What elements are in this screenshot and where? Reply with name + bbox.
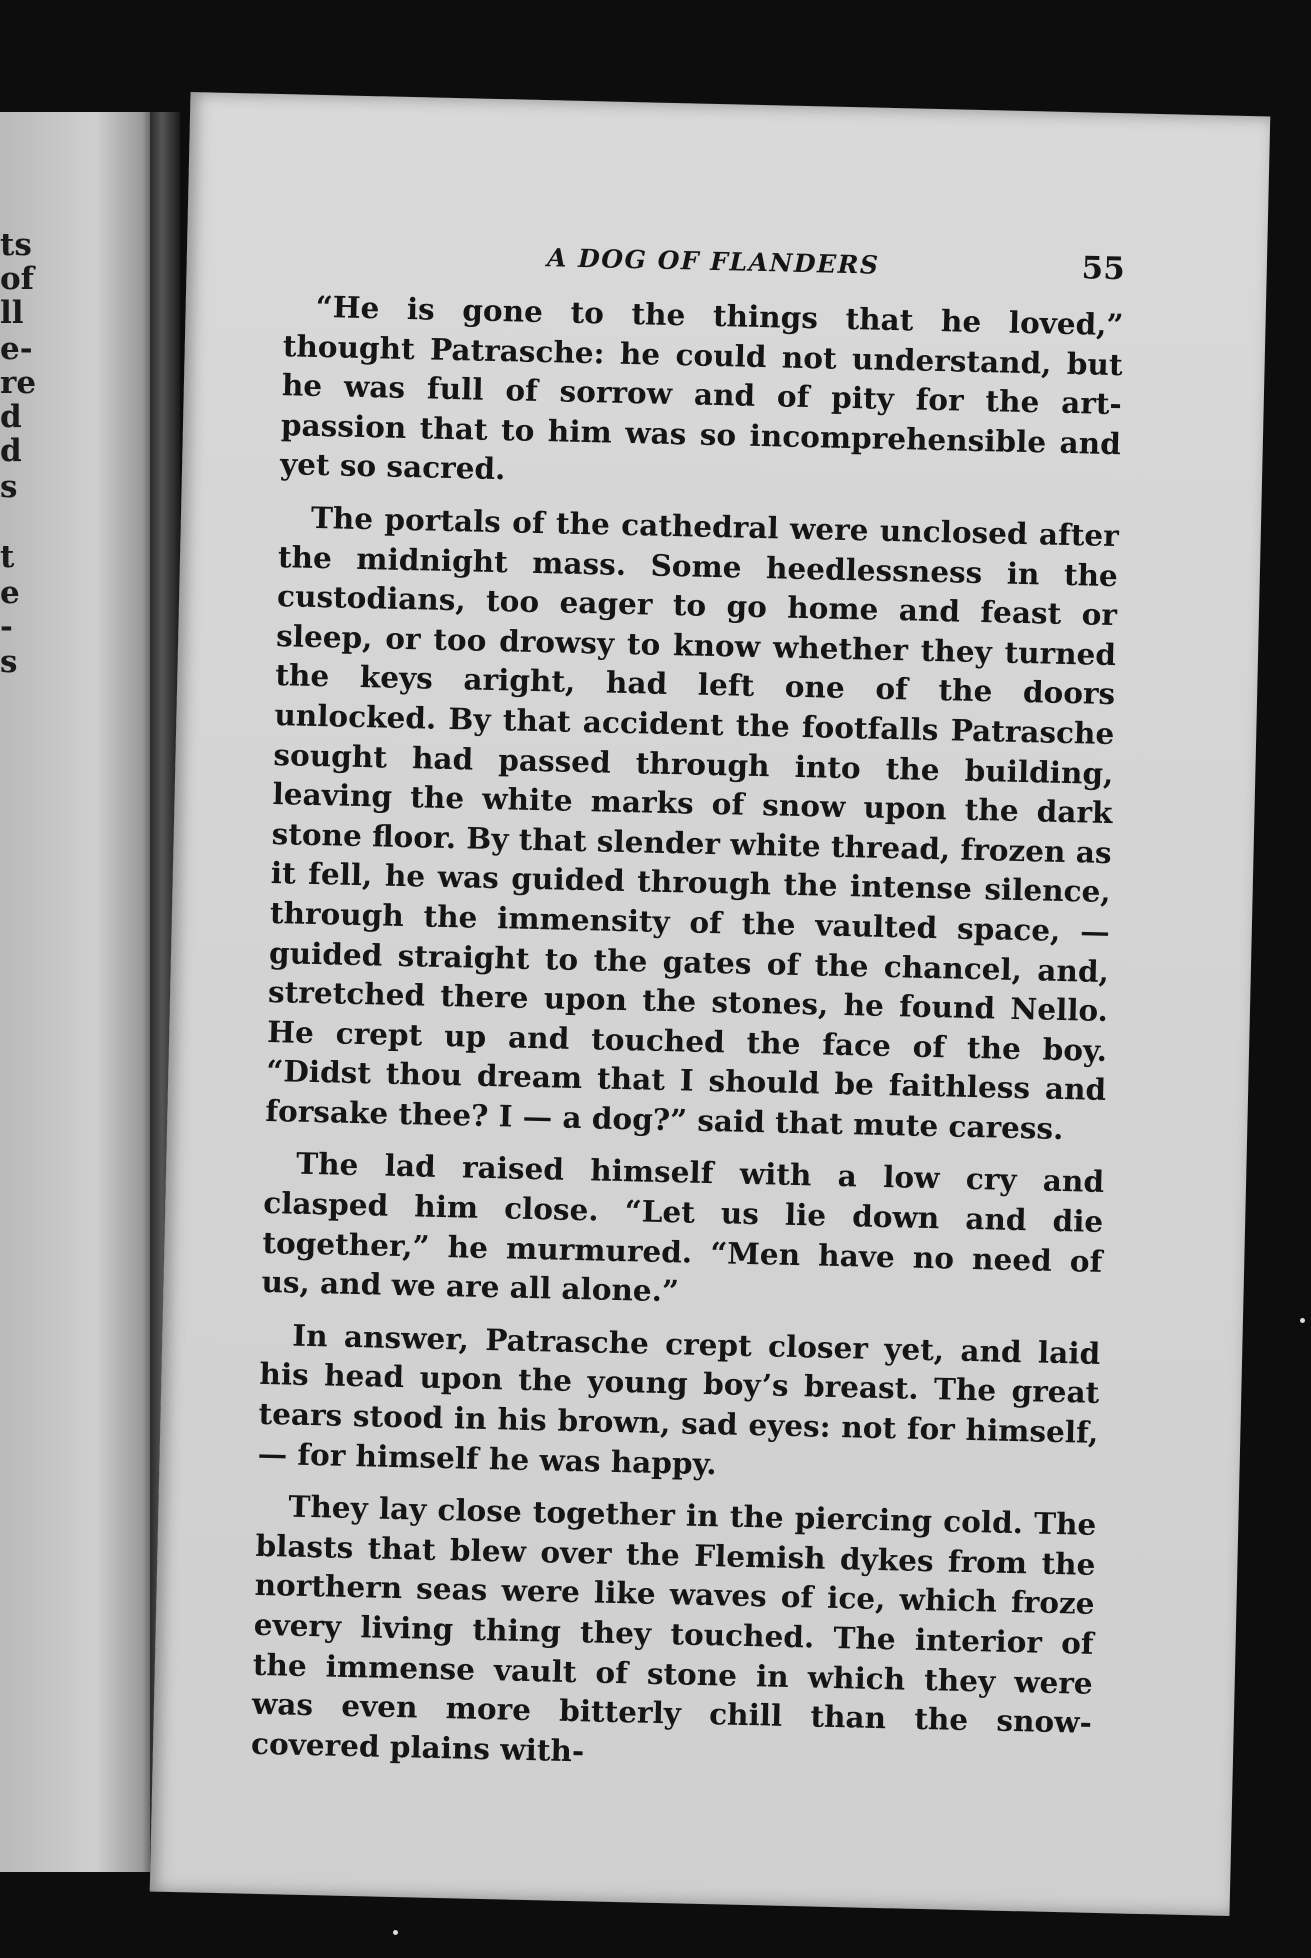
left-page-fragment: ll	[0, 295, 24, 331]
left-page-fragment: ts	[0, 227, 32, 263]
left-page-fragment: d	[0, 399, 22, 435]
page-number: 55	[1081, 250, 1126, 288]
paragraph: The portals of the cathedral were unclosed after the midnight mass. Some heedlessness in the custodians, too eager to go home and feast or sleep, or too drowsy to know whether they turned the keys aright, had left one of the doors unlocked. By that accident the footfalls Patrasche sought had passed through into the building, leaving the white marks of snow upon the dark stone floor. By that slender white thread, frozen as it fell, he was guided through the intense silence, through the immensity of the vaulted space, — guided straight to the gates of the chancel, and, stretched there upon the stones, he found Nello. He crept up and touched the face of the boy. “Didst thou dream that I should be faithless and forsake thee? I — a dog?” said that mute caress.	[265, 499, 1120, 1146]
left-page-fragment: of	[0, 261, 35, 297]
running-head	[285, 232, 1126, 287]
running-title: A DOG OF FLANDERS	[546, 243, 880, 280]
scan-speck	[1300, 1318, 1305, 1323]
left-page-fragment: s	[0, 469, 18, 505]
left-page-fragment: s	[0, 644, 18, 680]
left-page-fragment: e	[0, 575, 20, 611]
book-page	[150, 92, 1271, 1916]
left-page-fragment: t	[0, 539, 15, 575]
paragraph: In answer, Patrasche crept closer yet, and laid his head upon the young boy’s breast. The great tears stood in his brown, sad eyes: not for himself, — for himself he was happy.	[257, 1317, 1101, 1481]
paragraph: The lad raised himself with a low cry and clasped him close. “Let us lie down and die together,” he murmured. “Men have no need of us, and we are all alone.”	[261, 1146, 1105, 1309]
page-text	[250, 232, 1125, 1795]
scan-speck	[393, 1930, 398, 1935]
left-page-edge	[0, 112, 158, 1872]
paragraph: They lay close together in the piercing cold. The blasts that blew over the Flemish dykes from the northern seas were like waves of ice, which froze every living thing they touched. The interior of the immense vault of stone in which they were was even more bitterly chill than the snow-covered plains with-	[250, 1488, 1097, 1769]
left-page-fragment: -	[0, 609, 13, 645]
left-page-fragment: re	[0, 365, 37, 401]
paragraph: “He is gone to the things that he loved,” thought Patrasche: he could not understand, but he was full of sorrow and of pity for the art-passion that to him was so incomprehensible and yet so sacred.	[279, 288, 1124, 487]
left-page-fragment: d	[0, 433, 22, 469]
left-page-fragment: e-	[0, 331, 33, 367]
